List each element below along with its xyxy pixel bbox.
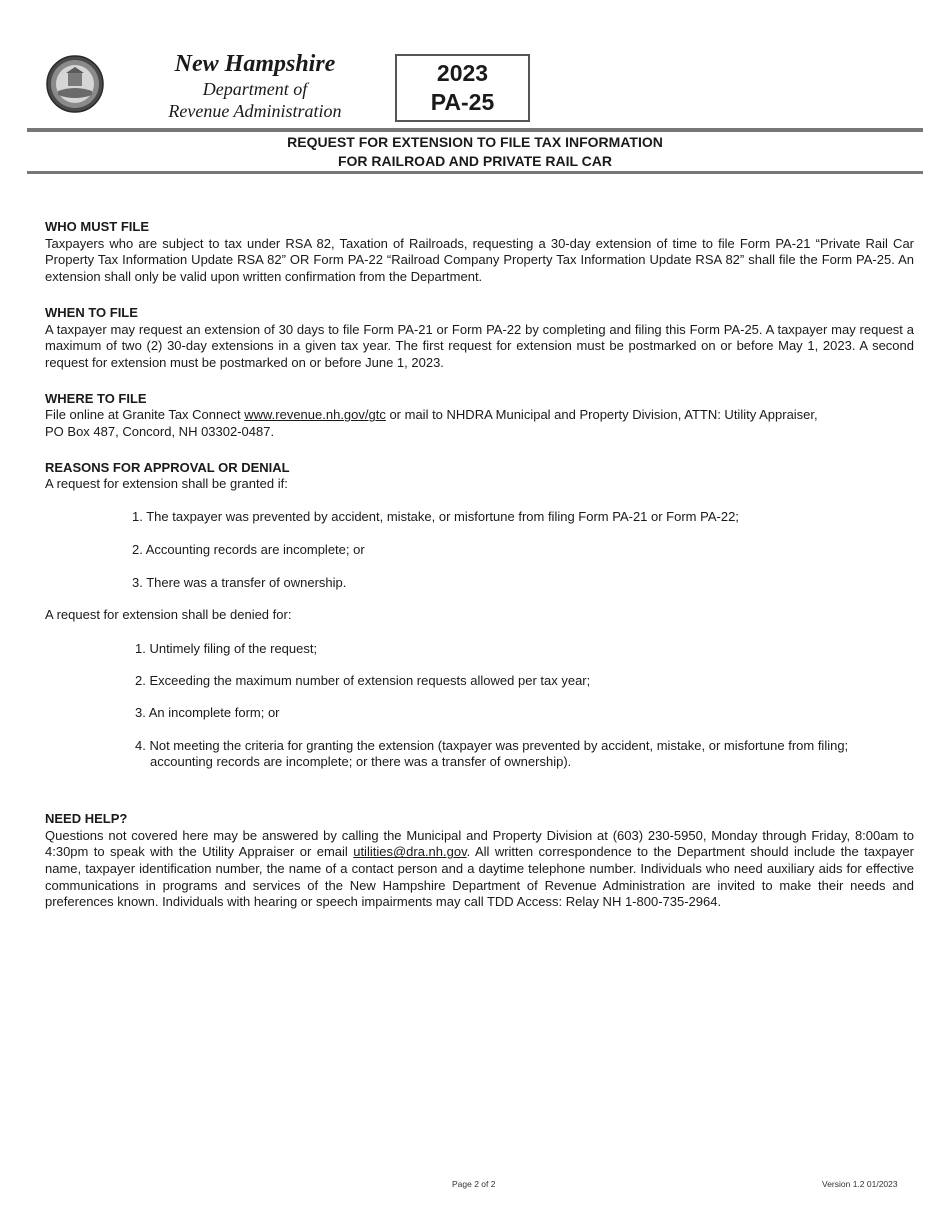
denied-list: [135, 641, 914, 771]
department-line-1: Department of: [202, 79, 308, 99]
list-item: 3. There was a transfer of ownership.: [132, 574, 347, 590]
department-line-2: Revenue Administration: [168, 101, 342, 121]
denied-intro: A request for extension shall be denied for:: [45, 607, 292, 623]
section-text: [45, 407, 914, 440]
where-text-post: or mail to NHDRA Municipal and Property Division, ATTN: Utility Appraiser,: [385, 407, 818, 423]
help-text-pre: Questions not covered here may be answered by calling the Municipal and Property Division at (603) 230-5950, Monday through Friday, 8:00am to 4:30pm to speak with the Utility Appraiser or email: [45, 827, 914, 860]
agency-name: [140, 50, 370, 122]
section-when-to-file: [45, 305, 914, 372]
list-item: 3. An incomplete form; or: [135, 705, 280, 721]
denied-item-4-line-2: accounting records are incomplete; or there was a transfer of ownership).: [150, 754, 572, 770]
header-divider-top: [27, 128, 923, 132]
gtc-link[interactable]: www.revenue.nh.gov/gtc: [244, 407, 386, 423]
section-heading: NEED HELP?: [45, 810, 128, 826]
section-need-help: [45, 811, 914, 911]
section-where-to-file: [45, 391, 914, 441]
list-item: [135, 738, 914, 771]
section-text: [45, 828, 914, 912]
section-heading: REASONS FOR APPROVAL OR DENIAL: [45, 459, 290, 475]
list-item: 1. The taxpayer was prevented by accident, mistake, or misfortune from filing Form PA-21 or Form PA-22;: [132, 509, 739, 525]
header-divider-bottom: [27, 171, 923, 174]
list-item: 2. Accounting records are incomplete; or: [132, 541, 365, 557]
form-year: 2023: [436, 60, 489, 86]
email-link[interactable]: utilities@dra.nh.gov: [353, 844, 467, 860]
section-text: A taxpayer may request an extension of 30 days to file Form PA-21 or Form PA-22 by completing and filing this Form PA-25. A taxpayer may request a maximum of two (2) 30-day extensions in a given tax year. The first request for extension must be postmarked on or before May 1, 2023. A second request for extension must be postmarked on or before June 1, 2023.: [45, 321, 914, 370]
list-item: 1. Untimely filing of the request;: [135, 640, 318, 656]
mailing-address: PO Box 487, Concord, NH 03302-0487.: [45, 424, 275, 440]
form-id-box: [395, 54, 530, 122]
where-text-pre: File online at Granite Tax Connect: [45, 407, 245, 423]
form-title-line-1: REQUEST FOR EXTENSION TO FILE TAX INFORMATION: [287, 134, 663, 150]
state-seal-icon: [46, 55, 104, 113]
section-who-must-file: [45, 219, 914, 286]
section-reasons: [45, 460, 914, 771]
instructions-body: [45, 219, 914, 930]
help-text-post: . All written correspondence to the Department should include the taxpayer name, taxpayer identification number, the name of a contact person and a daytime telephone number. Individuals who need auxiliary aids for effective communications in programs and services of the New Hampshire Department of Revenue Administration are invited to make their needs and preferences known. Individuals with hearing or speech impairments may call TDD Access: Relay NH 1-800-735-2964.: [45, 844, 914, 910]
section-heading: WHERE TO FILE: [45, 390, 147, 406]
granted-list: [132, 509, 914, 591]
form-number: PA-25: [430, 89, 495, 115]
section-heading: WHEN TO FILE: [45, 304, 138, 320]
page-number: Page 2 of 2: [452, 1179, 496, 1189]
granted-intro: A request for extension shall be granted if:: [45, 476, 288, 492]
form-title: [27, 133, 923, 171]
state-name: New Hampshire: [174, 51, 336, 77]
denied-item-4-line-1: 4. Not meeting the criteria for granting the extension (taxpayer was prevented by accident, mistake, or misfortune from filing;: [135, 737, 849, 753]
list-item: 2. Exceeding the maximum number of extension requests allowed per tax year;: [135, 673, 591, 689]
section-heading: WHO MUST FILE: [45, 219, 149, 234]
section-text: Taxpayers who are subject to tax under RSA 82, Taxation of Railroads, requesting a 30-day extension of time to file Form PA-21 “Private Rail Car Property Tax Information Update RSA 82” OR Form PA-22 “Railroad Company Property Tax Information Update RSA 82” shall file the Form PA-25. An extension shall only be valid upon written confirmation from the Department.: [45, 235, 914, 285]
form-title-line-2: FOR RAILROAD AND PRIVATE RAIL CAR: [337, 153, 613, 169]
version-label: Version 1.2 01/2023: [822, 1179, 898, 1189]
